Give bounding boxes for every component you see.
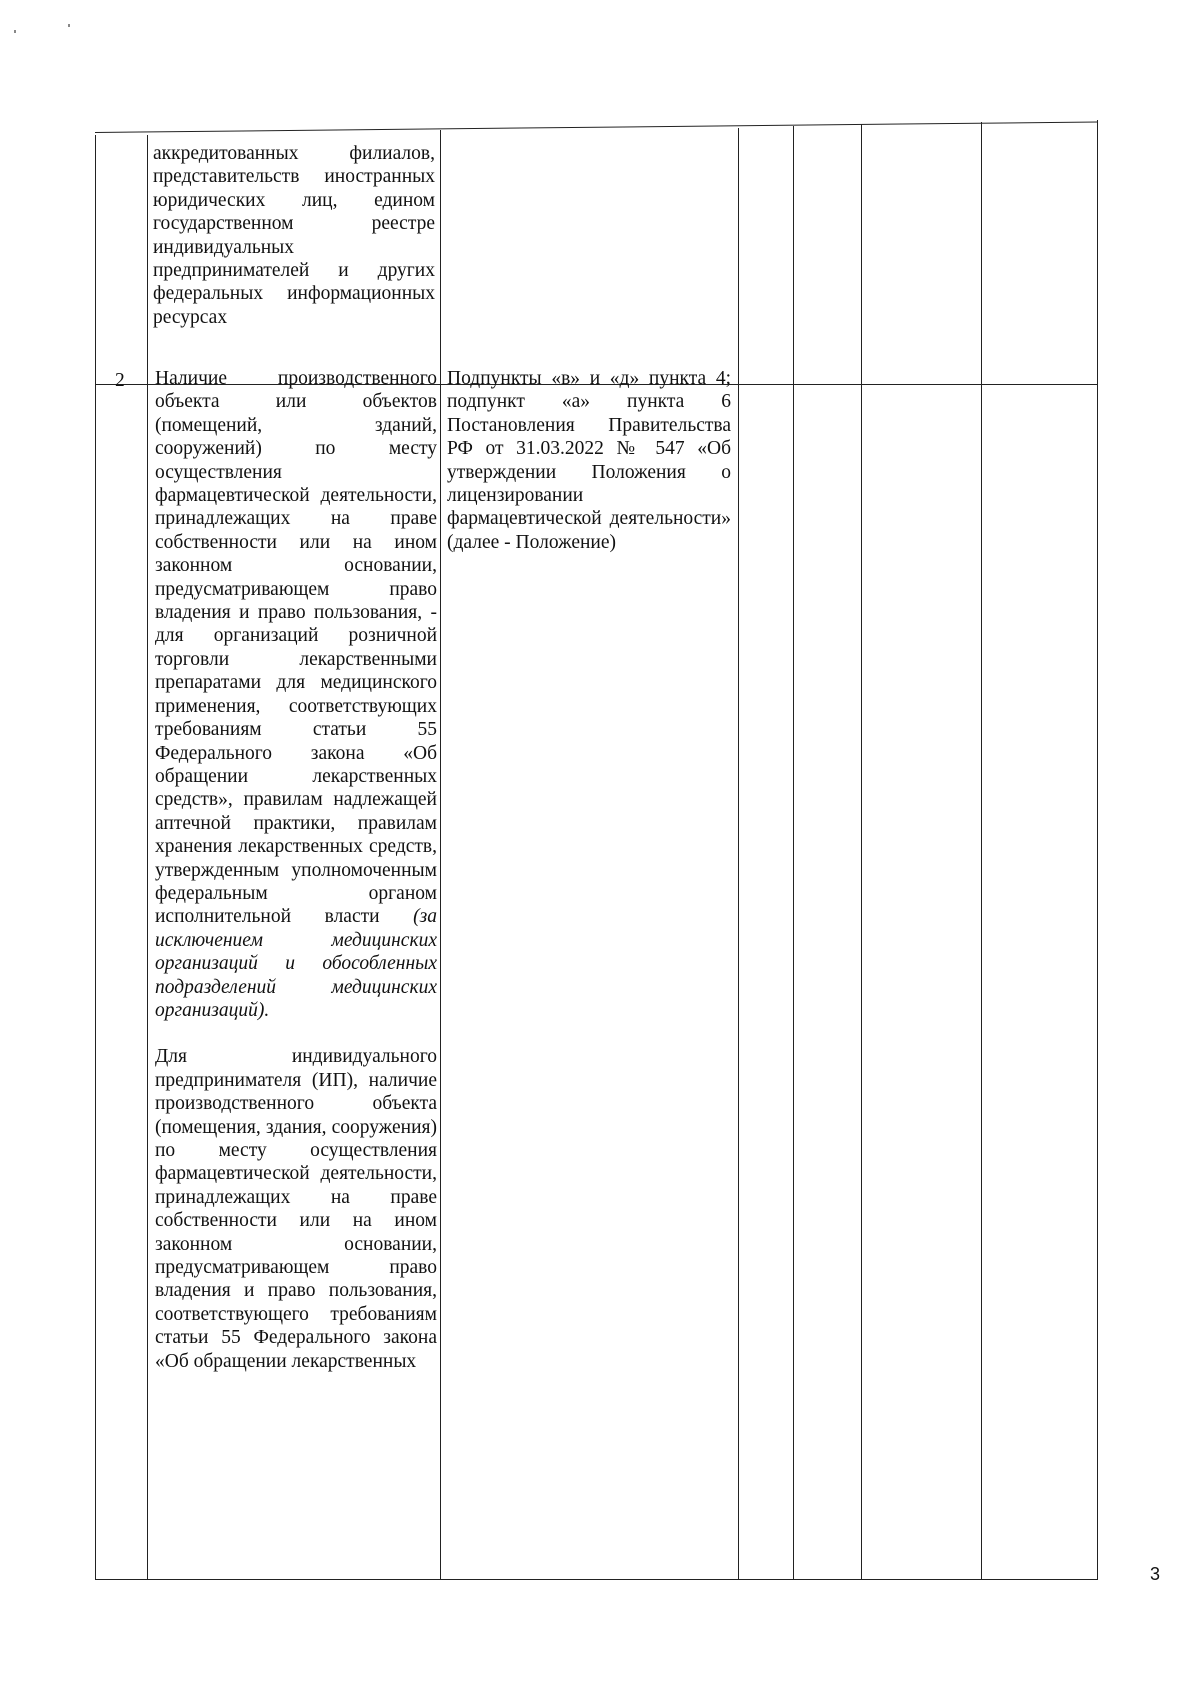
row1-description: аккредитованных филиалов, представительств иностранных юридических лиц, едином государственном реестре индивидуальных предпринимателей и других федеральных информационных ресурсах xyxy=(153,143,435,328)
table-border-right xyxy=(1097,120,1098,1580)
row2-legal-basis: Подпункты «в» и «д» пункта 4; подпункт «а» пункта 6 Постановления Правительства РФ от 31.03.2022 № 547 «Об утверждении Положения о лицензировании фармацевтической деятельности» (далее - Положение) xyxy=(447,368,731,553)
col-sep-2 xyxy=(440,130,441,1580)
col-sep-6 xyxy=(981,122,982,1580)
row2-description-italic: (за исключением медицинских организаций и обособленных подразделений медицинских организаций). xyxy=(155,906,437,1021)
row2-number: 2 xyxy=(115,370,125,391)
scan-speck xyxy=(14,30,16,33)
row2-description-ip: Для индивидуального предпринимателя (ИП), наличие производственного объекта (помещения, здания, сооружения) по месту осуществления фармацевтической деятельности, принадлежащих на праве собственности или на ином законном основании, предусматривающем право владения и право пользования, соответствующего требованиям статьи 55 Федерального закона «Об обращении лекарственных xyxy=(155,1046,437,1372)
table-border-left xyxy=(95,135,96,1580)
scan-speck xyxy=(68,24,70,27)
col-sep-5 xyxy=(861,124,862,1580)
col-sep-4 xyxy=(793,126,794,1580)
checklist-table xyxy=(95,120,1100,1580)
col-sep-3 xyxy=(738,128,739,1580)
page-number: 3 xyxy=(1149,1564,1160,1584)
table-border-bottom xyxy=(95,1579,1098,1580)
row2-description xyxy=(155,367,437,1373)
col-sep-1 xyxy=(147,135,148,1580)
table-border-top xyxy=(95,121,1098,133)
row2-description-main: Наличие производственного объекта или объектов (помещений, зданий, сооружений) по месту осуществления фармацевтической деятельности, принадлежащих на праве собственности или на ином законном основании, предусматривающем право владения и право пользования, - для организаций розничной торговли лекарственными препаратами для медицинского применения, соответствующих требованиям статьи 55 Федерального закона «Об обращении лекарственных средств», правилам надлежащей аптечной практики, правилам хранения лекарственных средств, утвержденным уполномоченным федеральным органом исполнительной власти xyxy=(155,368,437,928)
